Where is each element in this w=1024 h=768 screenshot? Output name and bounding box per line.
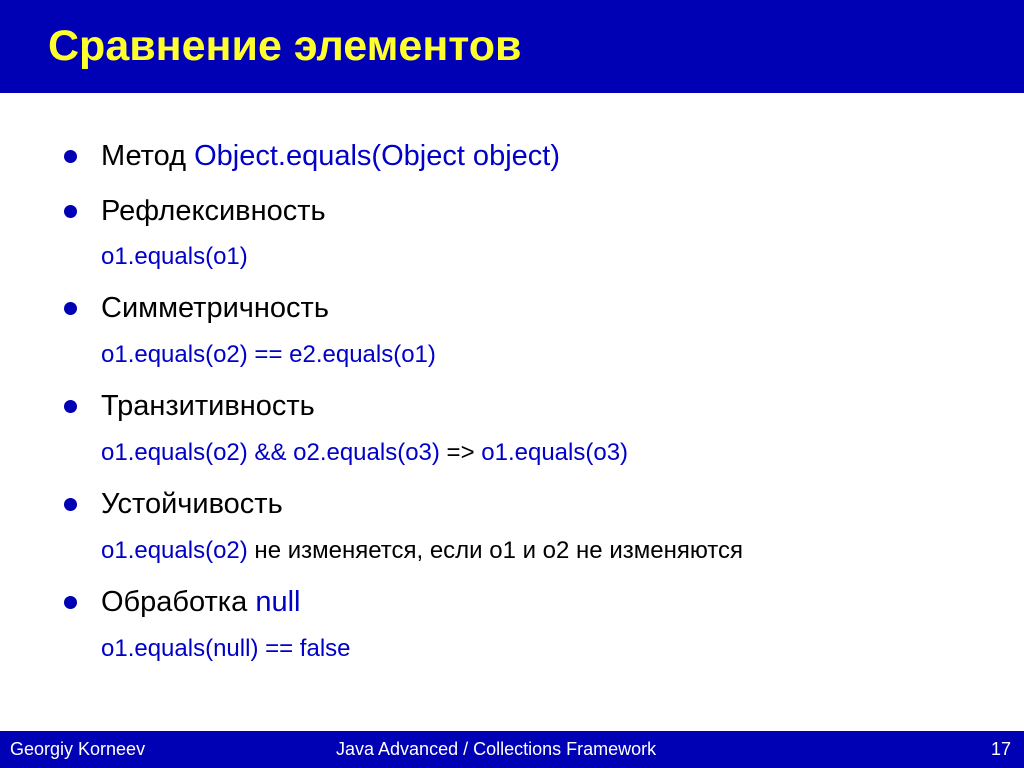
sub-item xyxy=(101,341,436,369)
item-text: Транзитивность xyxy=(101,390,315,422)
slide-header xyxy=(0,0,1024,93)
item-code: Object.equals(Object object) xyxy=(194,140,560,172)
sub-code: o1.equals(o2) xyxy=(101,537,248,564)
item-code: null xyxy=(255,586,301,618)
bullet-icon xyxy=(64,596,77,609)
item-text: Устойчивость xyxy=(101,488,283,520)
list-item xyxy=(101,585,300,619)
sub-item xyxy=(101,439,628,467)
sub-operator: => xyxy=(439,439,482,466)
footer-course: Java Advanced / Collections Framework xyxy=(336,739,657,759)
sub-code: o1.equals(o2) && o2.equals(o3) xyxy=(101,439,440,466)
slide-title: Сравнение элементов xyxy=(48,22,522,70)
item-text: Обработка xyxy=(101,586,256,618)
bullet-icon xyxy=(64,302,77,315)
list-item xyxy=(101,291,329,325)
list-item xyxy=(101,194,326,228)
bullet-icon xyxy=(64,400,77,413)
list-item xyxy=(101,487,283,521)
item-text: Рефлексивность xyxy=(101,195,326,227)
sub-code: o1.equals(o2) == e2.equals(o1) xyxy=(101,341,436,368)
bullet-icon xyxy=(64,498,77,511)
bullet-icon xyxy=(64,150,77,163)
sub-item xyxy=(101,243,248,271)
sub-item xyxy=(101,635,351,663)
list-item xyxy=(101,389,315,423)
page-number: 17 xyxy=(990,739,1011,759)
sub-item xyxy=(101,537,743,565)
slide-footer xyxy=(0,731,1024,768)
item-text: Симметричность xyxy=(101,292,329,324)
sub-code: o1.equals(null) == false xyxy=(101,635,351,662)
sub-code: o1.equals(o1) xyxy=(101,243,248,270)
footer-author: Georgiy Korneev xyxy=(10,739,146,759)
list-item xyxy=(101,139,560,173)
bullet-icon xyxy=(64,205,77,218)
sub-code: o1.equals(o3) xyxy=(481,439,629,466)
item-text: Метод xyxy=(101,140,195,172)
sub-text: не изменяется, если o1 и o2 не изменяются xyxy=(247,537,744,564)
